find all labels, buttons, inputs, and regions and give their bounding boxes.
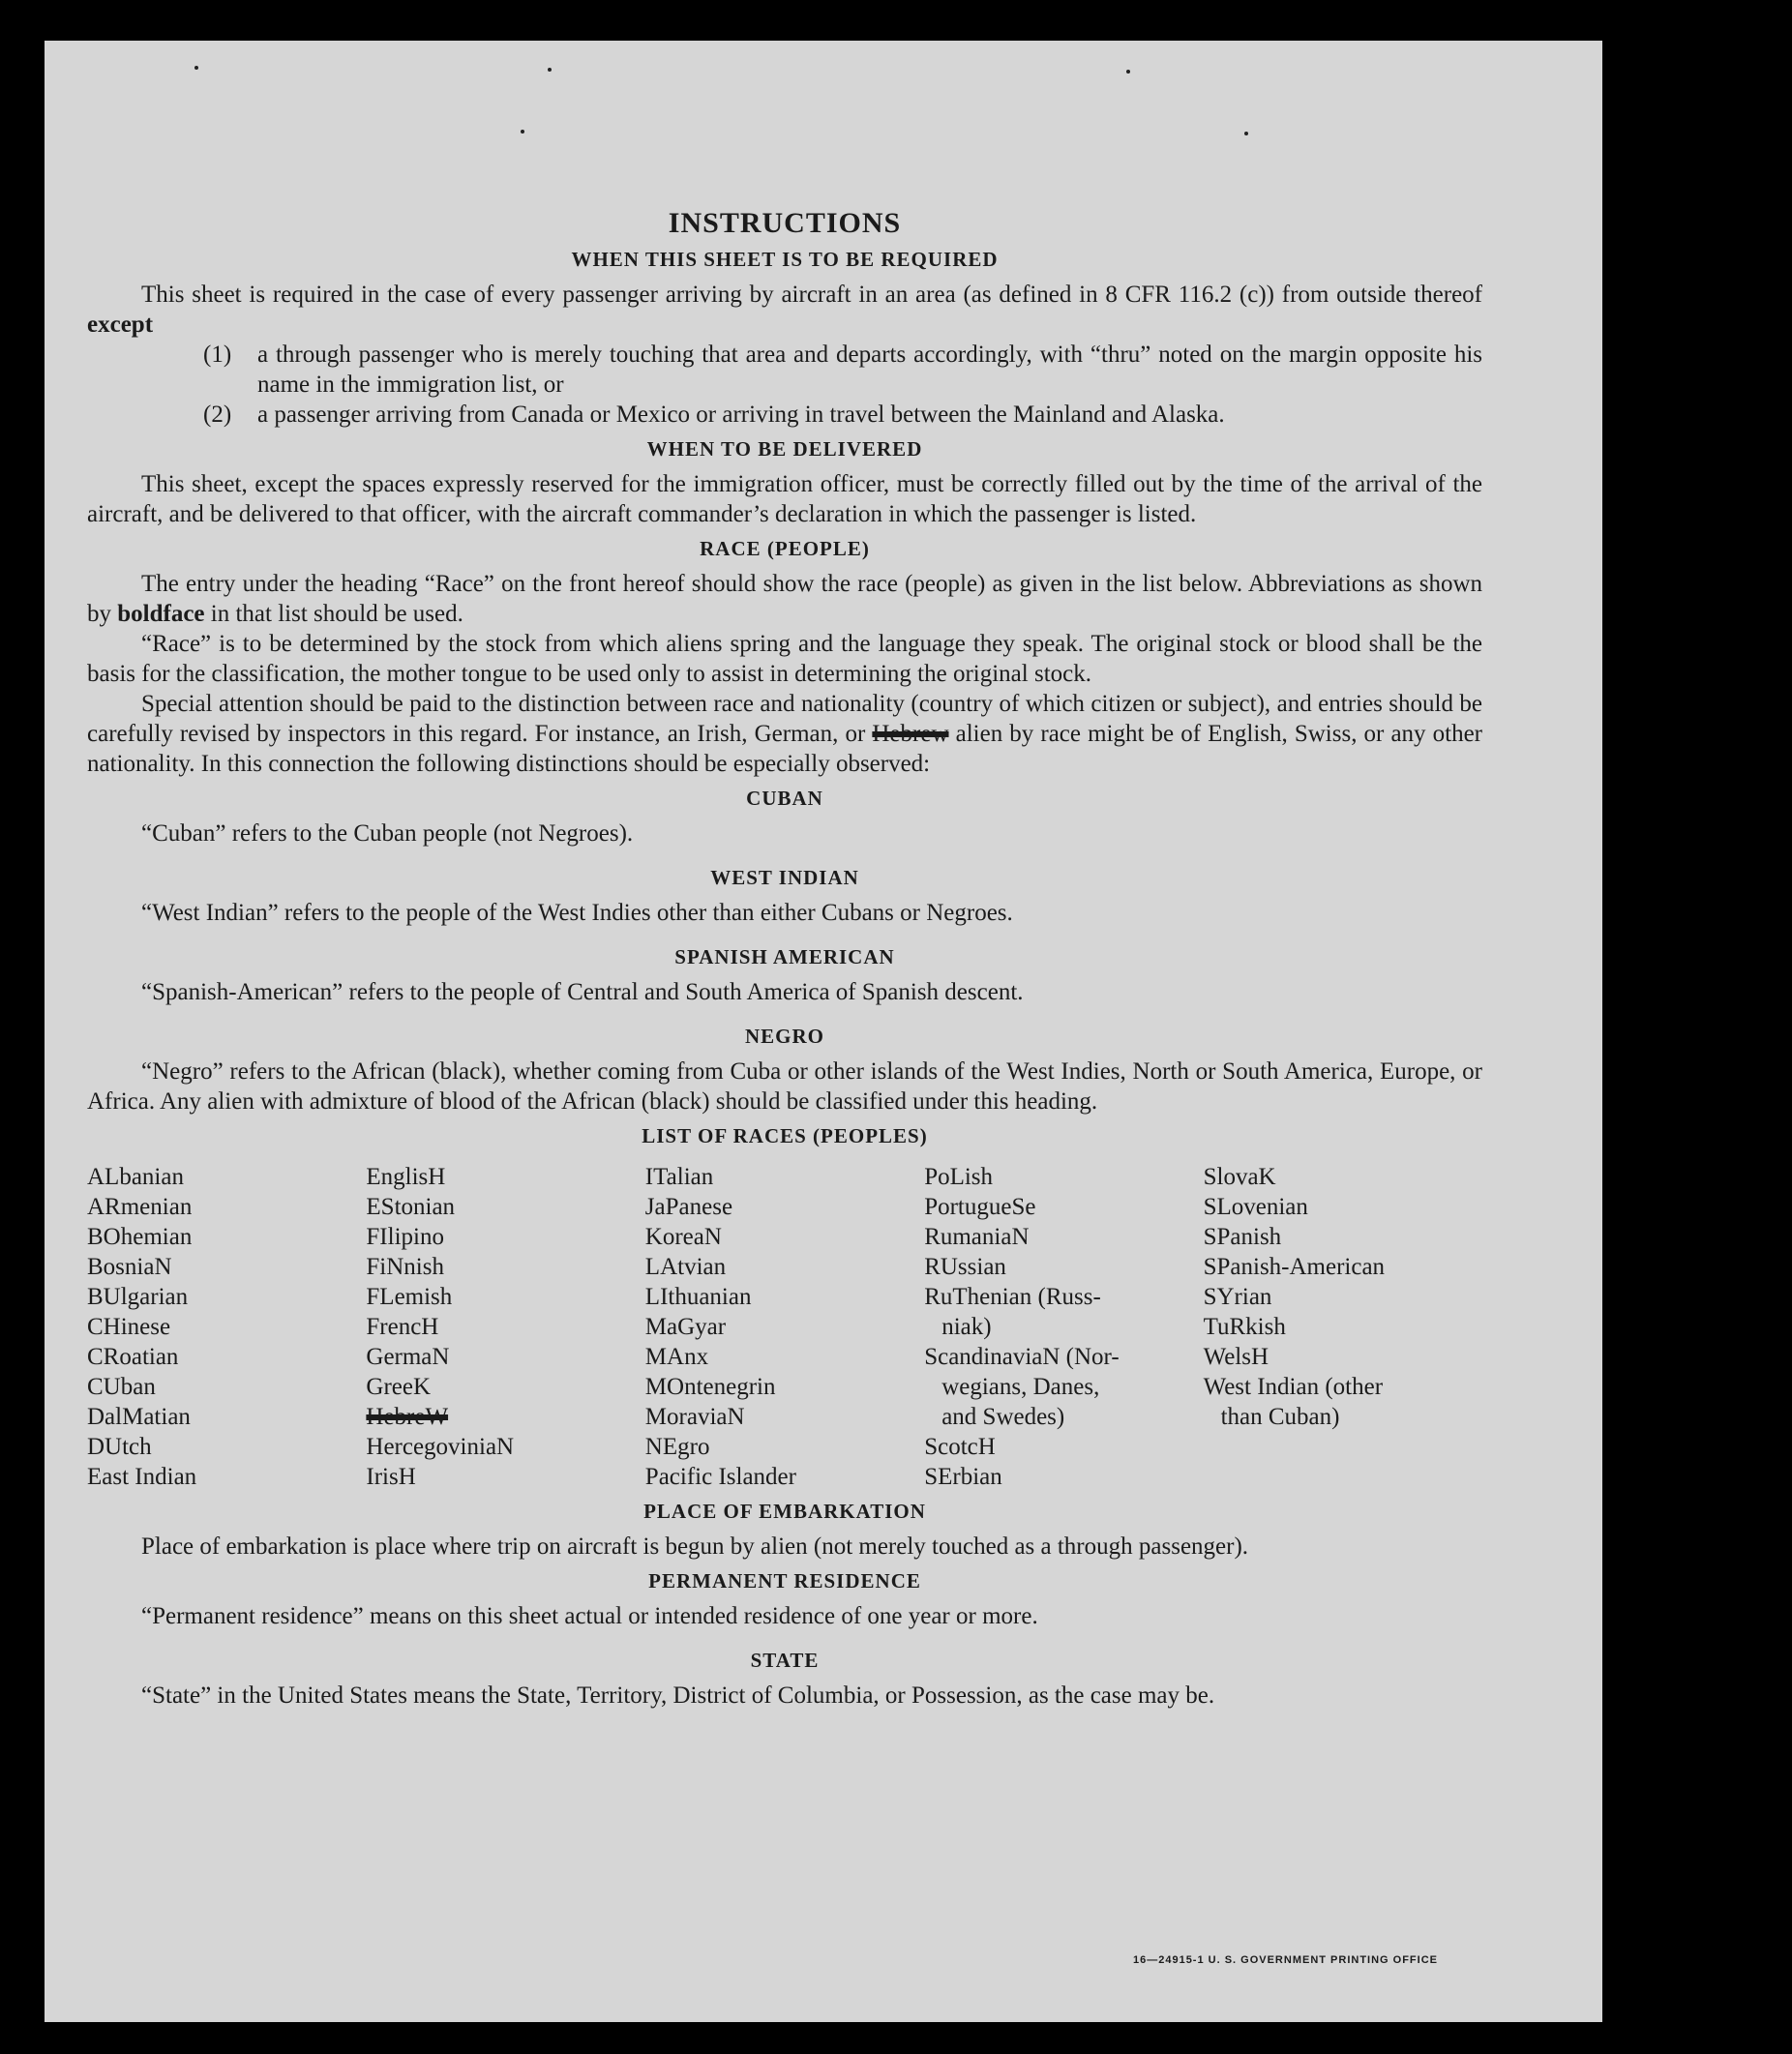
races-column-5 <box>1204 1162 1482 1492</box>
page-title: INSTRUCTIONS <box>668 207 902 239</box>
speck <box>548 68 552 72</box>
race-entry: MOntenegrin <box>644 1374 776 1400</box>
race-entry: ALbanian <box>87 1164 184 1190</box>
negro-text: “Negro” refers to the African (black), whether coming from Cuba or other islands of the West Indies, North or South America, Europe, or Africa. Any alien with admixture of blood of the African (black) should be classified under this heading. <box>87 1058 1482 1115</box>
race-entry: FrencH <box>366 1314 439 1340</box>
struck-word: Hebrew <box>872 721 949 747</box>
race-entry: PoLish <box>924 1164 994 1190</box>
heading-state: STATE <box>750 1649 820 1672</box>
race-entry: GermaN <box>366 1344 450 1370</box>
race-entry: LIthuanian <box>644 1284 752 1310</box>
race-entry: ITalian <box>644 1164 714 1190</box>
race-entry: BosniaN <box>87 1254 172 1280</box>
race-entry: WelsH <box>1203 1344 1269 1370</box>
races-column-4 <box>924 1162 1203 1492</box>
heading-race: RACE (PEOPLE) <box>700 537 870 560</box>
race-entry: ARmenian <box>87 1194 193 1220</box>
residence-text: “Permanent residence” means on this sheet actual or intended residence of one year or more. <box>141 1603 1038 1629</box>
race-entry: MaGyar <box>644 1314 727 1340</box>
race-entry: EStonian <box>366 1194 456 1220</box>
race-entry: CUban <box>87 1374 156 1400</box>
delivered-text: This sheet, except the spaces expressly reserved for the immigration officer, must be correctly filled out by the time of the arrival of the aircraft, and be delivered to that officer, with the aircraft commander’s declaration in which the passenger is listed. <box>87 471 1482 527</box>
race-entry: CRoatian <box>87 1344 179 1370</box>
race-entry: East Indian <box>87 1464 197 1490</box>
race-entry-struck: HebreW <box>366 1404 449 1430</box>
state-text: “State” in the United States means the State, Territory, District of Columbia, or Possession, as the case may be. <box>141 1682 1215 1709</box>
race-entry: LAtvian <box>644 1254 727 1280</box>
cuban-text: “Cuban” refers to the Cuban people (not Negroes). <box>141 820 634 847</box>
heading-west-indian: WEST INDIAN <box>710 866 859 889</box>
race-entry: RumaniaN <box>924 1224 1030 1250</box>
race-entry: niak) <box>941 1314 992 1340</box>
race-entry: SErbian <box>924 1464 1002 1490</box>
race-entry: ScandinaviaN (Nor- <box>924 1344 1120 1370</box>
heading-delivered: WHEN TO BE DELIVERED <box>646 437 923 461</box>
race-entry: Pacific Islander <box>644 1464 796 1490</box>
race-entry: NEgro <box>644 1434 710 1460</box>
required-item-1: (1) a through passenger who is merely touching that area and departs accordingly, with “thru” noted on the margin opposite his name in the immigration list, or <box>203 342 1482 398</box>
race-entry: IrisH <box>366 1464 416 1490</box>
race-entry: SYrian <box>1203 1284 1272 1310</box>
race-paragraph-1: The entry under the heading “Race” on the front hereof should show the race (people) as given in the list below. Abbreviations as shown by boldface in that list should be used. <box>87 571 1482 627</box>
race-entry: JaPanese <box>644 1194 733 1220</box>
race-paragraph-3: Special attention should be paid to the distinction between race and nationality (country of which citizen or subject), and entries should be carefully revised by inspectors in this regard. For instance, an Irish, German, or Hebrew alien by race might be of English, Swiss, or any other nationality. In this connection the following distinctions should be especially observed: <box>87 691 1483 777</box>
race-entry: West Indian (other <box>1203 1374 1384 1400</box>
race-entry: PortugueSe <box>924 1194 1036 1220</box>
race-entry: HercegoviniaN <box>366 1434 515 1460</box>
heading-list-of-races: LIST OF RACES (PEOPLES) <box>642 1124 928 1147</box>
race-entry: DUtch <box>87 1434 152 1460</box>
race-entry: RUssian <box>924 1254 1006 1280</box>
heading-residence: PERMANENT RESIDENCE <box>648 1569 921 1593</box>
embarkation-text: Place of embarkation is place where trip on aircraft is begun by alien (not merely touched as a through passenger). <box>141 1533 1249 1560</box>
races-list <box>87 1162 1482 1492</box>
race-entry: SlovaK <box>1203 1164 1276 1190</box>
race-entry: BOhemian <box>87 1224 193 1250</box>
race-entry: EnglisH <box>366 1164 446 1190</box>
speck <box>521 130 524 134</box>
race-entry: DalMatian <box>87 1404 191 1430</box>
races-column-1 <box>87 1162 366 1492</box>
race-paragraph-2: “Race” is to be determined by the stock from which aliens spring and the language they speak. The original stock or blood shall be the basis for the classification, the mother tongue to be used only to assist in determining the original stock. <box>87 631 1482 687</box>
race-entry: FIlipino <box>366 1224 444 1250</box>
required-intro: This sheet is required in the case of every passenger arriving by aircraft in an area (as defined in 8 CFR 116.2 (c)) from outside thereof except <box>87 282 1482 338</box>
heading-negro: NEGRO <box>744 1025 824 1048</box>
printing-office-footer: 16—24915-1 U. S. GOVERNMENT PRINTING OFFICE <box>1132 1954 1438 1966</box>
heading-spanish-american: SPANISH AMERICAN <box>674 945 895 968</box>
heading-required: WHEN THIS SHEET IS TO BE REQUIRED <box>571 248 999 271</box>
race-entry: CHinese <box>87 1314 171 1340</box>
required-item-2: (2) a passenger arriving from Canada or Mexico or arriving in travel between the Mainland and Alaska. <box>203 402 1225 428</box>
race-entry: and Swedes) <box>941 1404 1065 1430</box>
race-entry: TuRkish <box>1203 1314 1286 1340</box>
race-entry: FLemish <box>366 1284 453 1310</box>
speck <box>194 66 198 70</box>
spanish-american-text: “Spanish-American” refers to the people of Central and South America of Spanish descent. <box>141 979 1024 1005</box>
west-indian-text: “West Indian” refers to the people of the West Indies other than either Cubans or Negroes. <box>141 900 1013 926</box>
race-entry: SPanish <box>1203 1224 1282 1250</box>
document-page <box>45 41 1602 2022</box>
race-entry: wegians, Danes, <box>941 1374 1100 1400</box>
race-entry: SLovenian <box>1203 1194 1308 1220</box>
race-entry: FiNnish <box>366 1254 444 1280</box>
speck <box>1244 132 1248 135</box>
speck <box>1126 70 1130 74</box>
race-entry: GreeK <box>366 1374 432 1400</box>
heading-cuban: CUBAN <box>746 787 823 810</box>
race-entry: SPanish-American <box>1203 1254 1386 1280</box>
race-entry: MoraviaN <box>644 1404 745 1430</box>
race-entry: BUlgarian <box>87 1284 189 1310</box>
race-entry: than Cuban) <box>1220 1404 1340 1430</box>
race-entry: MAnx <box>644 1344 709 1370</box>
races-column-3 <box>645 1162 924 1492</box>
race-entry: KoreaN <box>644 1224 722 1250</box>
race-entry: RuThenian (Russ- <box>924 1284 1101 1310</box>
races-column-2 <box>366 1162 644 1492</box>
heading-embarkation: PLACE OF EMBARKATION <box>643 1500 926 1523</box>
race-entry: ScotcH <box>924 1434 996 1460</box>
